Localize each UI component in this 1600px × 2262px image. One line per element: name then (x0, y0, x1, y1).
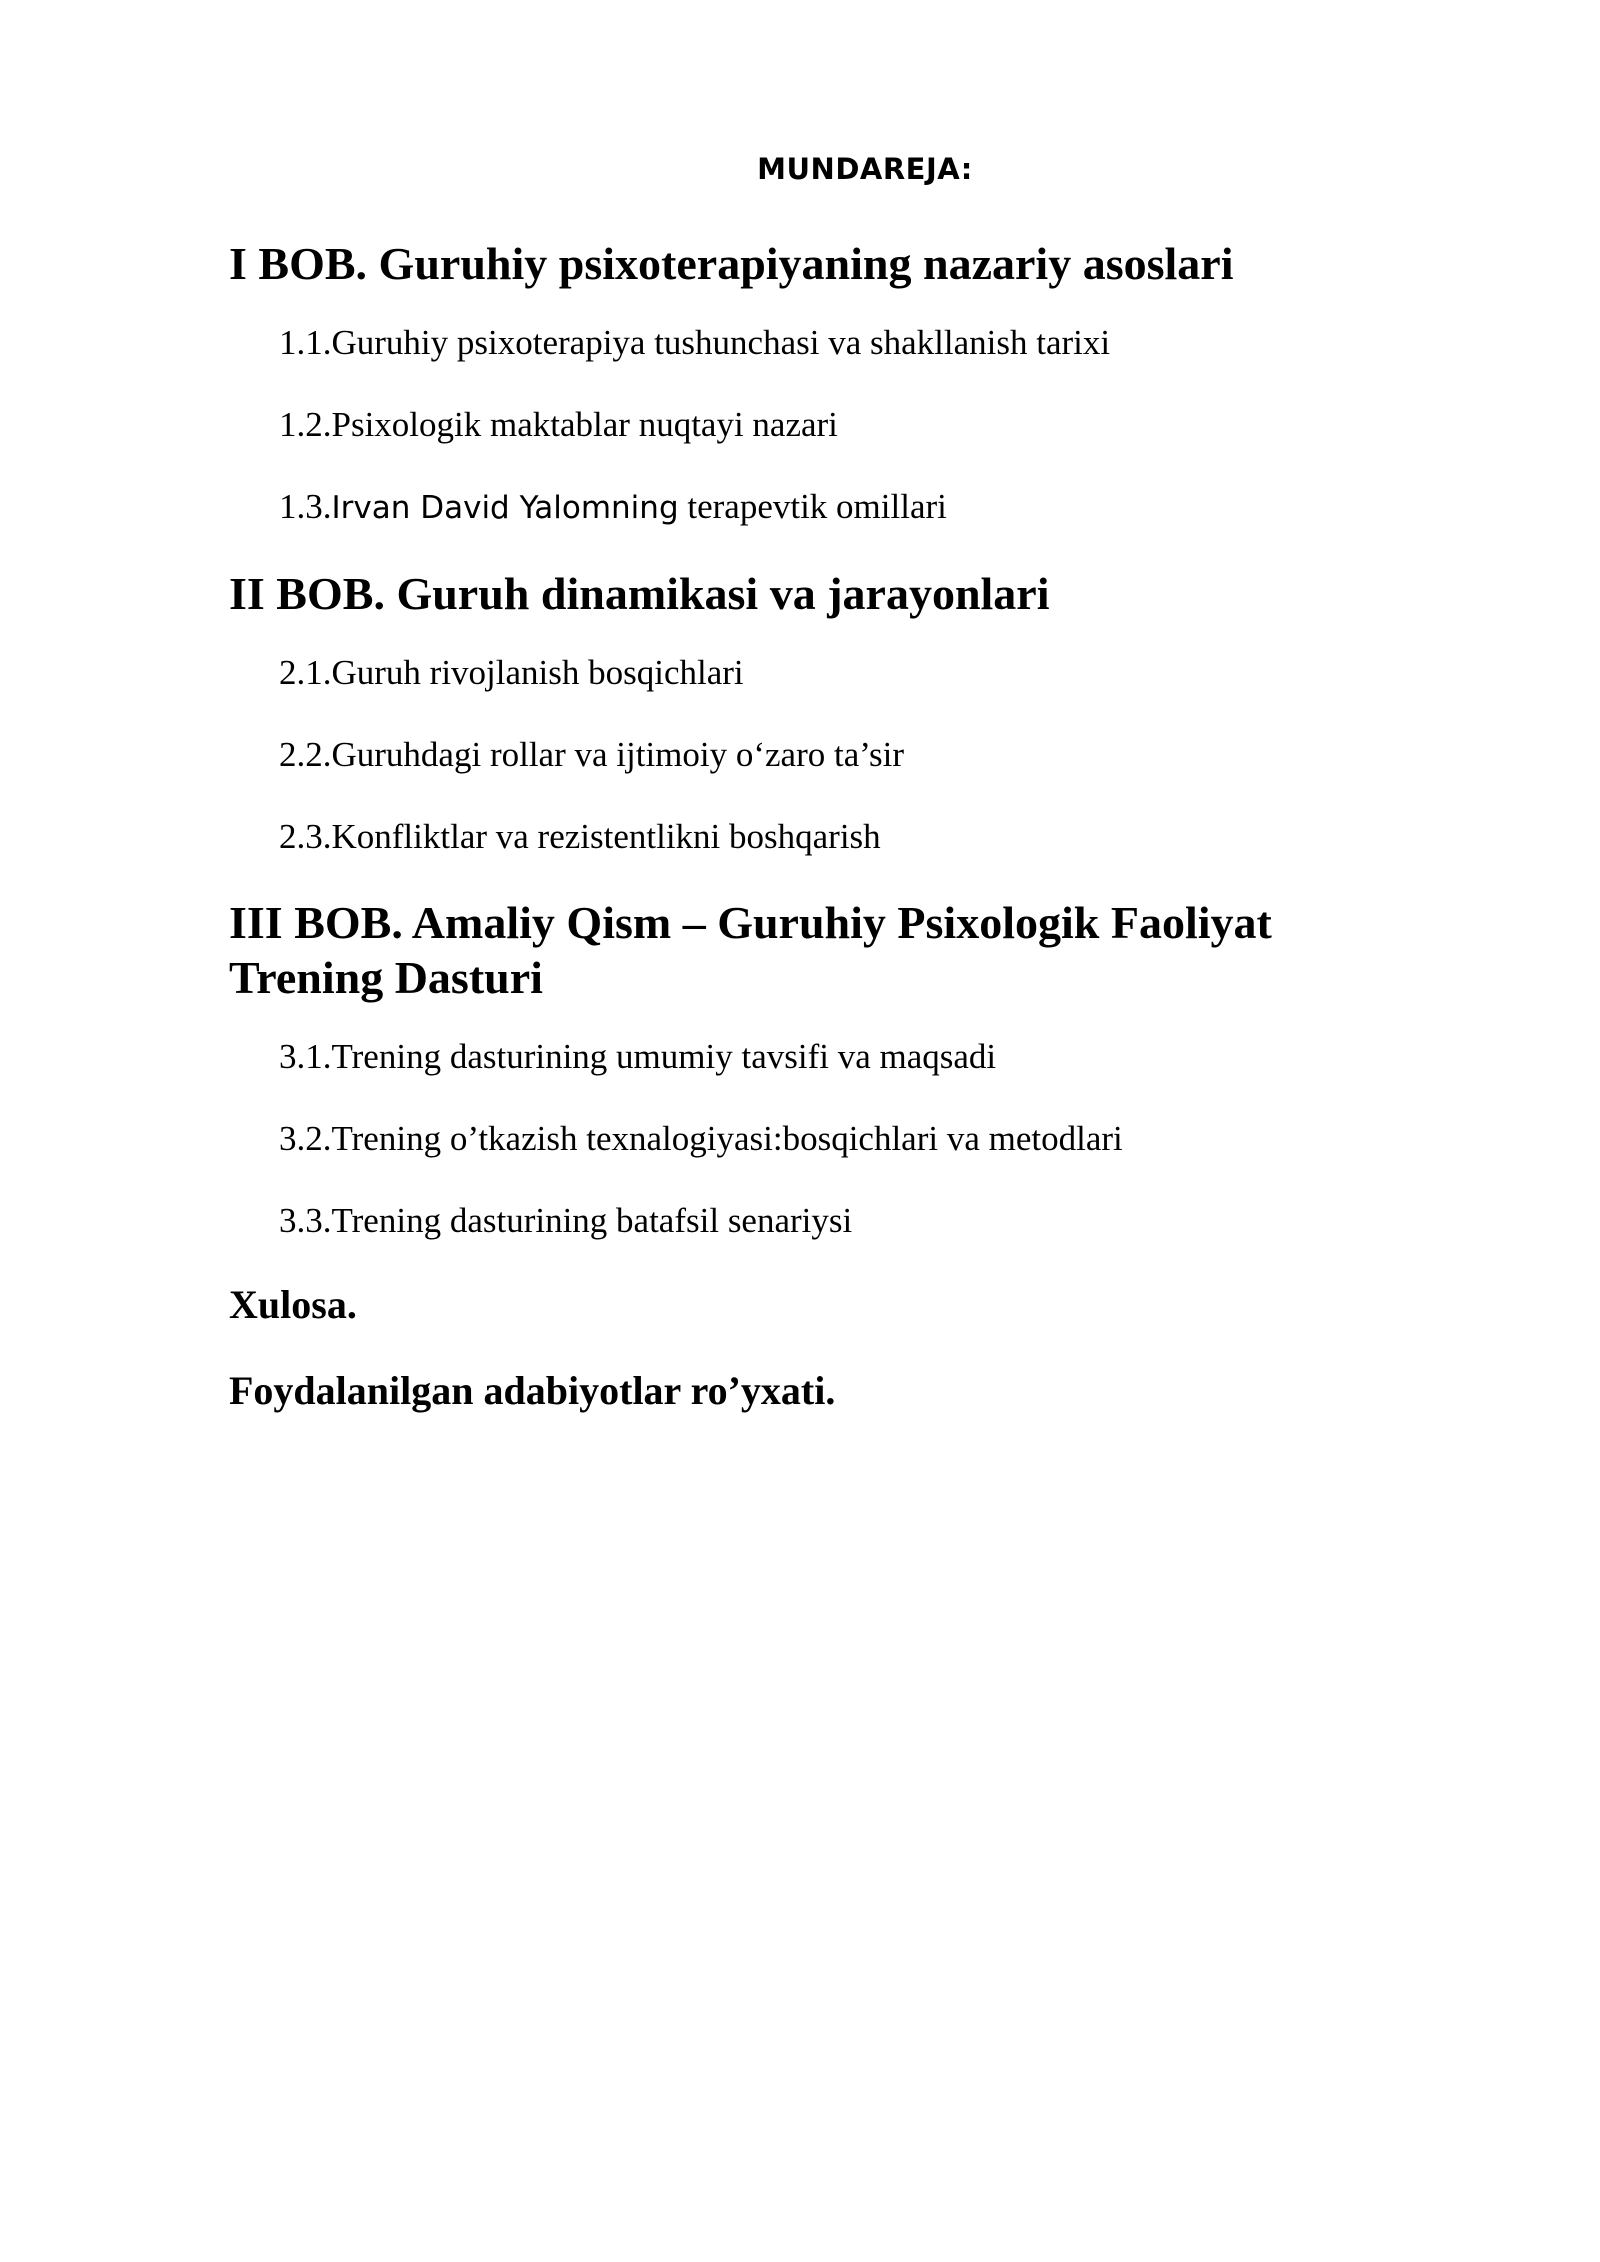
section-text: Guruhiy psixoterapiya tushunchasi va shakllanish tarixi (331, 323, 1111, 362)
section-number: 3.3. (279, 1201, 332, 1240)
chapter-1-heading: I BOB. Guruhiy psixoterapiyaning nazariy asoslari (229, 238, 1234, 289)
table-of-contents (229, 236, 1379, 1415)
section-number: 1.3. (279, 487, 332, 526)
conclusion-heading: Xulosa. (229, 1282, 357, 1327)
chapter-2-heading: II BOB. Guruh dinamikasi va jarayonlari (229, 568, 1050, 619)
section-text: terapevtik omillari (678, 487, 947, 526)
section-number: 2.1. (279, 653, 332, 692)
section-2-3 (229, 817, 1379, 857)
section-text: Trening dasturining umumiy tavsifi va maqsadi (331, 1037, 997, 1076)
section-1-2 (229, 405, 1379, 445)
section-text: Trening o’tkazish texnalogiyasi:bosqichlari va metodlari (331, 1119, 1123, 1158)
section-number: 3.1. (279, 1037, 332, 1076)
section-number: 1.1. (279, 323, 332, 362)
section-number: 2.2. (279, 735, 332, 774)
section-number: 2.3. (279, 817, 332, 856)
section-3-3 (229, 1201, 1379, 1241)
section-author-name: Irvan David Yalomning (331, 490, 679, 526)
section-3-1 (229, 1037, 1379, 1077)
toc-title: MUNDAREJA: (757, 152, 973, 186)
section-1-1 (229, 323, 1379, 363)
chapter-3-heading: III BOB. Amaliy Qism – Guruhiy Psixologik Faoliyat Trening Dasturi (229, 897, 1272, 1003)
section-text: Guruh rivojlanish bosqichlari (331, 653, 744, 692)
section-2-2 (229, 735, 1379, 775)
section-text: Trening dasturining batafsil senariysi (331, 1201, 853, 1240)
section-3-2 (229, 1119, 1379, 1159)
section-number: 1.2. (279, 405, 332, 444)
section-text: Guruhdagi rollar va ijtimoiy o‘zaro ta’sir (331, 735, 904, 774)
section-text: Konfliktlar va rezistentlikni boshqarish (331, 817, 881, 856)
references-heading: Foydalanilgan adabiyotlar ro’yxati. (229, 1368, 836, 1413)
section-2-1 (229, 653, 1379, 693)
section-1-3 (229, 487, 1379, 528)
section-number: 3.2. (279, 1119, 332, 1158)
section-text: Psixologik maktablar nuqtayi nazari (331, 405, 838, 444)
